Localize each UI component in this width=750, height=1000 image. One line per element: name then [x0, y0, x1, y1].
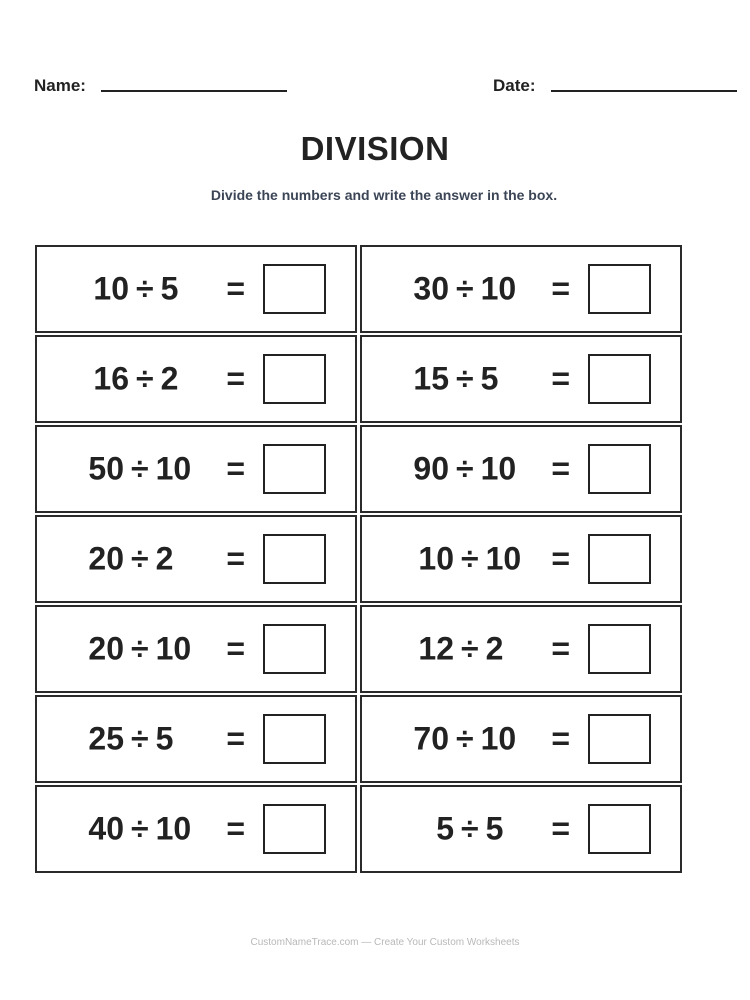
- answer-box[interactable]: [588, 624, 651, 674]
- dividend: 70: [413, 720, 449, 757]
- dividend: 50: [88, 450, 124, 487]
- division-expression: [82, 721, 196, 758]
- divide-sign: ÷: [131, 450, 149, 487]
- divide-sign: ÷: [131, 720, 149, 757]
- equals-sign: =: [551, 630, 570, 667]
- division-expression: [407, 271, 521, 308]
- divide-sign: ÷: [456, 270, 474, 307]
- divide-sign: ÷: [131, 810, 149, 847]
- division-expression: [82, 451, 196, 488]
- divisor: 5: [155, 720, 174, 757]
- problem-cell: [360, 425, 682, 513]
- answer-box[interactable]: [263, 354, 326, 404]
- dividend: 25: [88, 720, 124, 757]
- divide-sign: ÷: [461, 630, 479, 667]
- divisor: 5: [480, 360, 499, 397]
- division-expression: [407, 451, 521, 488]
- equals-sign: =: [226, 720, 245, 757]
- divisor: 10: [480, 270, 517, 307]
- worksheet-title: DIVISION: [300, 130, 450, 167]
- divisor: 10: [480, 450, 517, 487]
- equals-sign: =: [551, 540, 570, 577]
- division-expression: [412, 541, 526, 578]
- dividend: 16: [93, 360, 129, 397]
- divisor: 2: [485, 630, 504, 667]
- division-expression: [87, 361, 201, 398]
- equals-sign: =: [226, 360, 245, 397]
- divide-sign: ÷: [131, 540, 149, 577]
- equals-sign: =: [551, 720, 570, 757]
- problem-cell: [360, 785, 682, 873]
- division-expression: [82, 631, 196, 668]
- dividend: 5: [436, 810, 454, 847]
- problem-cell: [35, 425, 357, 513]
- division-expression: [87, 271, 201, 308]
- divisor: 5: [160, 270, 179, 307]
- name-label: Name:: [34, 76, 86, 95]
- footer-credit: CustomNameTrace.com — Create Your Custom Worksheets: [250, 937, 520, 948]
- answer-box[interactable]: [263, 534, 326, 584]
- divide-sign: ÷: [456, 450, 474, 487]
- division-expression: [82, 541, 196, 578]
- equals-sign: =: [226, 270, 245, 307]
- problem-cell: [35, 695, 357, 783]
- date-field[interactable]: [551, 90, 737, 92]
- divide-sign: ÷: [131, 630, 149, 667]
- divisor: 10: [155, 450, 192, 487]
- divisor: 2: [155, 540, 174, 577]
- equals-sign: =: [551, 360, 570, 397]
- divisor: 10: [485, 540, 522, 577]
- date-label: Date:: [493, 76, 536, 95]
- division-expression: [407, 721, 521, 758]
- problem-cell: [35, 335, 357, 423]
- divisor: 2: [160, 360, 179, 397]
- answer-box[interactable]: [263, 264, 326, 314]
- dividend: 10: [93, 270, 129, 307]
- problem-grid: [35, 245, 682, 873]
- divisor: 10: [155, 810, 192, 847]
- answer-box[interactable]: [588, 444, 651, 494]
- problem-cell: [35, 245, 357, 333]
- answer-box[interactable]: [263, 714, 326, 764]
- problem-cell: [35, 785, 357, 873]
- equals-sign: =: [226, 630, 245, 667]
- divide-sign: ÷: [136, 360, 154, 397]
- problem-cell: [360, 335, 682, 423]
- equals-sign: =: [551, 270, 570, 307]
- division-expression: [412, 631, 526, 668]
- dividend: 20: [88, 630, 124, 667]
- problem-cell: [360, 515, 682, 603]
- answer-box[interactable]: [588, 804, 651, 854]
- problem-cell: [35, 605, 357, 693]
- answer-box[interactable]: [588, 714, 651, 764]
- answer-box[interactable]: [588, 264, 651, 314]
- dividend: 12: [418, 630, 454, 667]
- division-expression: [82, 811, 196, 848]
- dividend: 15: [413, 360, 449, 397]
- dividend: 10: [418, 540, 454, 577]
- divide-sign: ÷: [461, 540, 479, 577]
- divide-sign: ÷: [456, 720, 474, 757]
- name-field[interactable]: [101, 90, 287, 92]
- divisor: 5: [485, 810, 504, 847]
- divisor: 10: [155, 630, 192, 667]
- answer-box[interactable]: [263, 804, 326, 854]
- equals-sign: =: [226, 810, 245, 847]
- equals-sign: =: [551, 450, 570, 487]
- answer-box[interactable]: [588, 354, 651, 404]
- answer-box[interactable]: [263, 624, 326, 674]
- equals-sign: =: [226, 540, 245, 577]
- divisor: 10: [480, 720, 517, 757]
- equals-sign: =: [226, 450, 245, 487]
- worksheet-instructions: Divide the numbers and write the answer in the box.: [210, 187, 558, 203]
- answer-box[interactable]: [588, 534, 651, 584]
- dividend: 20: [88, 540, 124, 577]
- answer-box[interactable]: [263, 444, 326, 494]
- dividend: 90: [413, 450, 449, 487]
- problem-cell: [360, 605, 682, 693]
- problem-cell: [360, 695, 682, 783]
- divide-sign: ÷: [456, 360, 474, 397]
- divide-sign: ÷: [461, 810, 479, 847]
- divide-sign: ÷: [136, 270, 154, 307]
- dividend: 30: [413, 270, 449, 307]
- dividend: 40: [88, 810, 124, 847]
- division-expression: [407, 361, 521, 398]
- problem-cell: [35, 515, 357, 603]
- equals-sign: =: [551, 810, 570, 847]
- division-expression: [412, 811, 526, 848]
- problem-cell: [360, 245, 682, 333]
